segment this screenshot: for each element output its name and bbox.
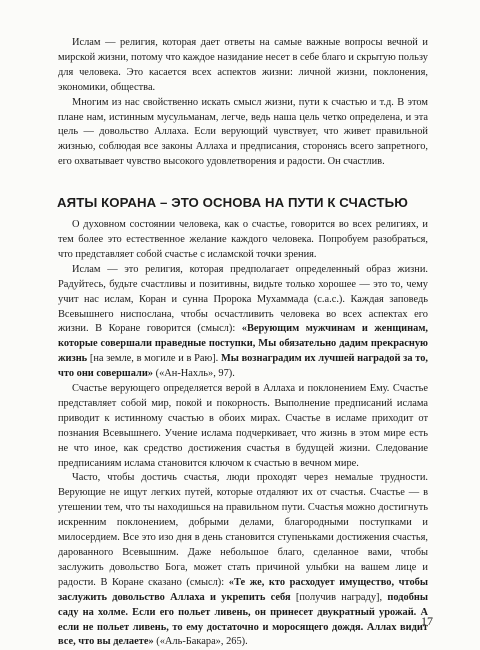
quran-quote: «Верующим мужчинам и женщинам, которые совершали праведные поступки, Мы обязательно дадим прекрасную жизнь — [58, 323, 428, 365]
section-paragraph-3: Счастье верующего определяется верой в Аллаха и поклонением Ему. Счастье представляет собой мир, покой и покорность. Выполнение предписаний ислама приводит к истинному счастью в обоих мирах. Счастье в исламе приходит от познания Всевышнего. Учение ислама подчеркивает, что жизнь в этом мире есть не что иное, как средство достижения счастья в будущей жизни. Следование предписаниям ислама становится ключом к счастью в вечном мире. — [58, 383, 428, 469]
page-body — [58, 36, 428, 650]
quote-clarification: [на земле, в могиле и в Раю]. — [87, 353, 221, 365]
quote-clarification: [получив награду], — [290, 591, 388, 603]
quran-quote: Мы вознаградим их лучшей наградой за то, что они совершали» — [58, 353, 428, 380]
page-number: 17 — [421, 614, 433, 628]
section-gap — [58, 170, 428, 196]
intro-paragraph-2: Многим из нас свойственно искать смысл жизни, пути к счастью и т.д. В этом плане нам, истинным мусульманам, легче, ведь наша цель четко определена, и эта цель — довольство Аллаха. Если верующий чувствует, что живет правильной жизнью, соблюдая все законы Аллаха и предписания, сторонясь всего запретного, его охватывает чувство высокого удовлетворения и радости. Он счастлив. — [58, 96, 428, 168]
section-paragraph-1: О духовном состоянии человека, как о счастье, говорится во всех религиях, и тем более это естественное желание каждого человека. Попробуем разобраться, что представляет собой счастье с исламской точки зрения. — [58, 219, 428, 260]
quran-quote: подобны саду на холме. Если его польет ливень, он принесет двукратный урожай. А если не польет ливень, то ему достаточно и моросящего дождя. Аллах видит все, что вы делаете» — [58, 591, 428, 648]
section-paragraph-4 — [58, 471, 428, 650]
section-heading: АЯТЫ КОРАНА – ЭТО ОСНОВА НА ПУТИ К СЧАСТЬЮ — [57, 195, 408, 211]
intro-paragraph-1: Ислам — религия, которая дает ответы на самые важные вопросы вечной и мирской жизни, потому что каждое назидание несет в себе благо и скрытую пользу для человека. Это касается всех аспектов жизни: личной жизни, поклонения, экономики, общества. — [58, 37, 428, 93]
quote-reference: («Ан-Нахль», 97). — [153, 368, 235, 380]
section-paragraph-2 — [58, 263, 428, 382]
paragraph-text: Ислам — это религия, которая предполагает определенный образ жизни. Радуйтесь, будьте счастливы и позитивны, видьте только хорошее — это то, чему учит нас ислам, Коран и сунна Пророка Мухаммада (с.а.с.). Каждая заповедь Всевышнего ниспослана, чтобы осчастливить человека во всех аспектах его жизни. В Коране говорится (смысл): — [58, 263, 428, 335]
quran-quote: «Те же, кто расходует имущество, чтобы заслужить довольство Аллаха и укрепить себя — [58, 576, 428, 603]
paragraph-text: Часто, чтобы достичь счастья, люди проходят через немалые трудности. Верующие не ищут легких путей, которые отдаляют их от счастья. Счастье — в утешении тем, что ты находишься на правильном пути. Счастья можно достигнуть искренним поклонением, добрыми делами, благородными поступками и милосердием. Все это изо дня в день становится ступеньками достижения счастья, дарованного Всевышним. Даже небольшое благо, сделанное вами, чтобы заслужить довольство Бога, может стать причиной улыбки на вашем лице и радости. В Коране сказано (смысл): — [58, 472, 428, 588]
quote-reference: («Аль-Бакара», 265). — [153, 636, 248, 648]
